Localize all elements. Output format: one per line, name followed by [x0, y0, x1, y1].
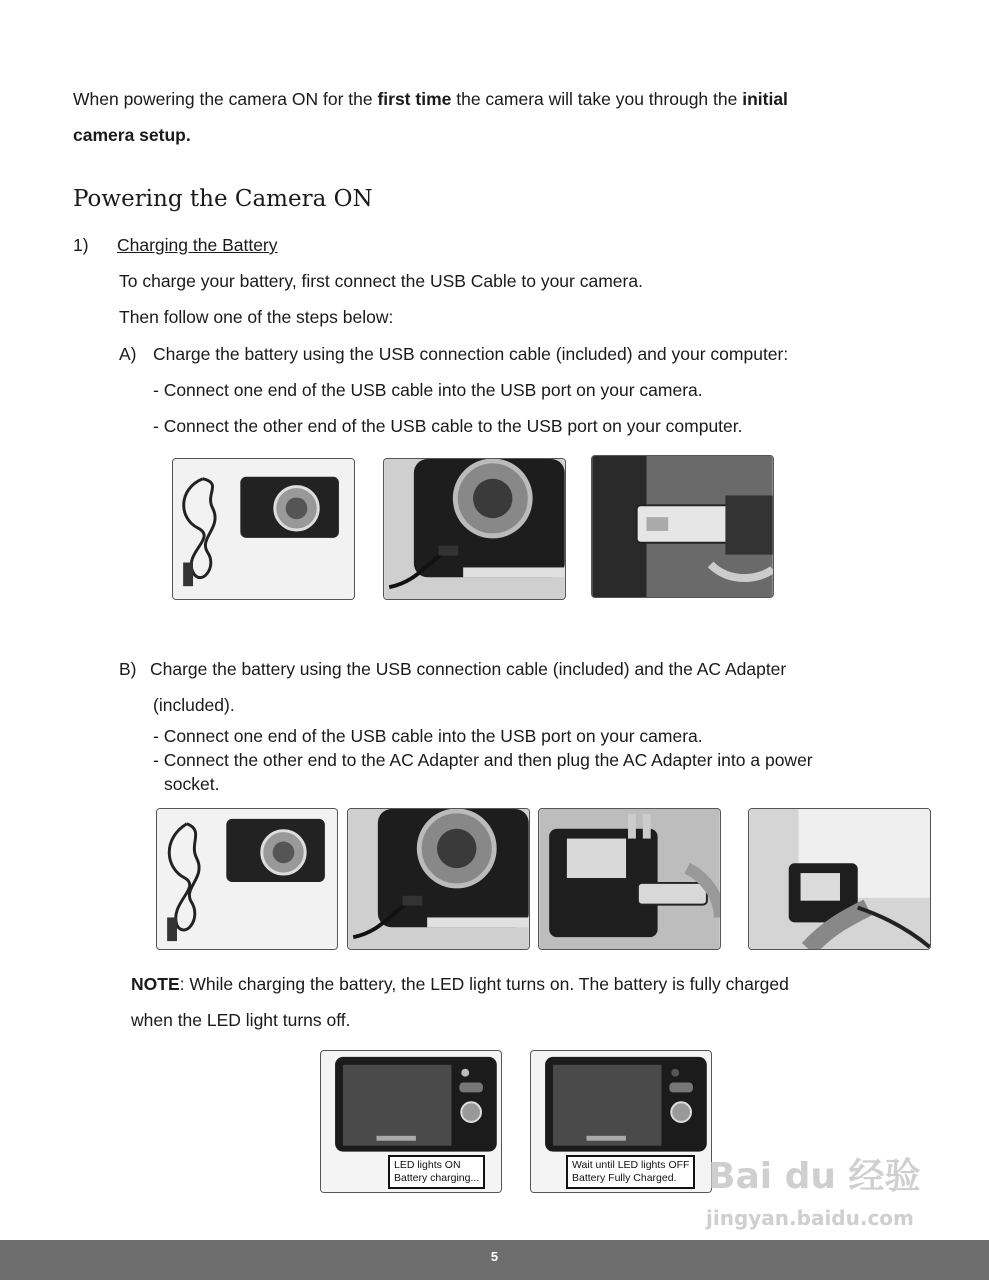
led-off-caption: Wait until LED lights OFF Battery Fully Charged.	[566, 1155, 695, 1189]
option-b-bullet-2-cont: socket.	[164, 774, 220, 794]
photo-adapter-into-socket	[748, 808, 931, 950]
option-b-bullet-2: - Connect the other end to the AC Adapter and then plug the AC Adapter into a power	[153, 750, 813, 770]
page-number: 5	[490, 1249, 499, 1264]
section-heading: Powering the Camera ON	[73, 186, 373, 212]
photo-camera-and-cable-b	[156, 808, 338, 950]
option-b-text-cont: (included).	[153, 695, 235, 715]
photo-usb-into-computer	[591, 455, 774, 598]
step-line-2: Then follow one of the steps below:	[119, 307, 394, 327]
option-b-text: Charge the battery using the USB connection cable (included) and the AC Adapter	[150, 659, 787, 679]
option-b-label: B)	[119, 659, 137, 679]
photo-usb-into-adapter	[538, 808, 721, 950]
note-line-2: when the LED light turns off.	[131, 1010, 351, 1030]
photo-usb-into-camera-b	[347, 808, 530, 950]
step-number: 1)	[73, 235, 89, 255]
step-line-1: To charge your battery, first connect the USB Cable to your camera.	[119, 271, 643, 291]
photo-usb-into-camera	[383, 458, 566, 600]
option-a-text: Charge the battery using the USB connection cable (included) and your computer:	[153, 344, 789, 364]
option-a-bullet-2: - Connect the other end of the USB cable to the USB port on your computer.	[153, 416, 743, 436]
intro-line-1: When powering the camera ON for the first time the camera will take you through the initial	[73, 89, 788, 109]
led-on-caption: LED lights ON Battery charging...	[388, 1155, 485, 1189]
step-title: Charging the Battery	[117, 235, 278, 255]
page-footer	[0, 1240, 989, 1280]
option-b-bullet-1: - Connect one end of the USB cable into the USB port on your camera.	[153, 726, 703, 746]
option-a-label: A)	[119, 344, 137, 364]
baidu-watermark-logo: Bai du 经验	[708, 1156, 921, 1197]
photo-camera-and-cable	[172, 458, 355, 600]
note-line-1: NOTE: While charging the battery, the LED light turns on. The battery is fully charged	[131, 974, 789, 994]
baidu-watermark-url: jingyan.baidu.com	[706, 1206, 914, 1230]
option-a-bullet-1: - Connect one end of the USB cable into the USB port on your camera.	[153, 380, 703, 400]
intro-line-2: camera setup.	[73, 125, 191, 145]
